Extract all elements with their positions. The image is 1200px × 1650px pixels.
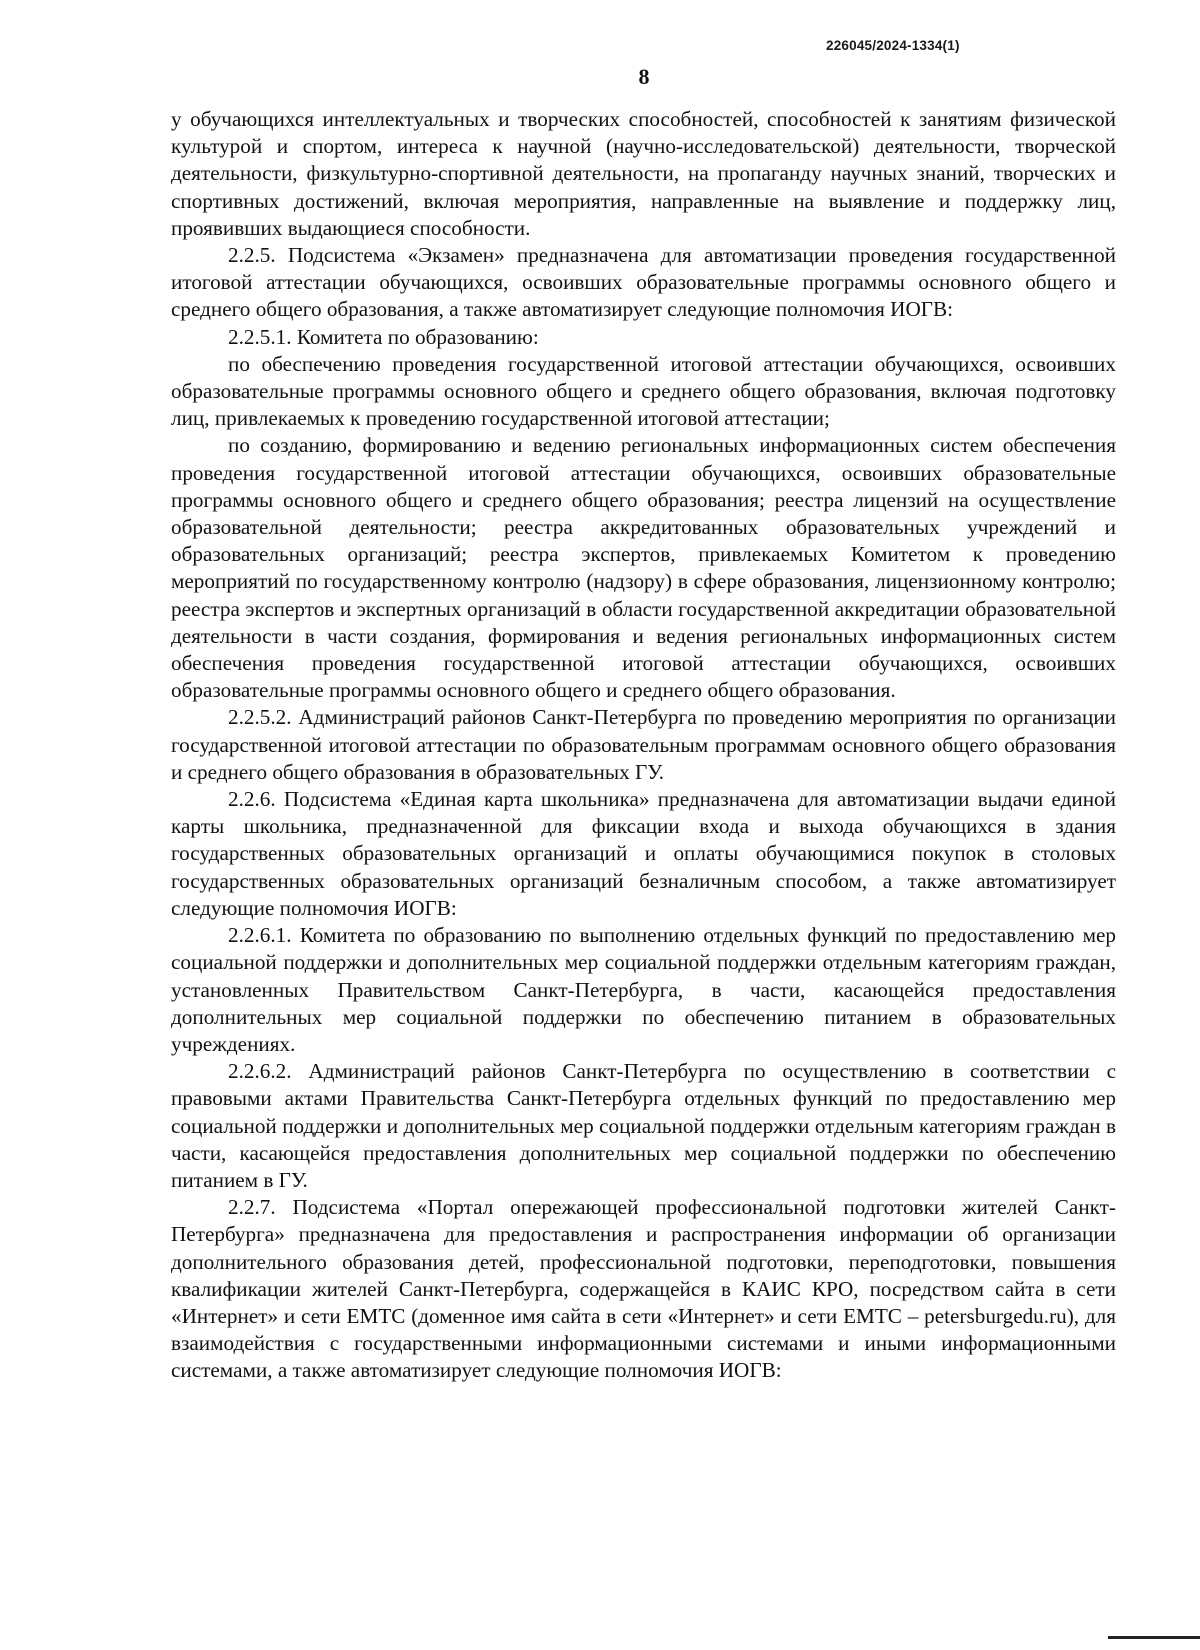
paragraph-info-systems: по созданию, формированию и ведению региональных информационных систем обеспечения проведения государственной итоговой аттестации обучающихся, освоивших образовательные программы основного общего и среднего общего образования; реестра лицензий на осуществление образовательной деятельности; реестра аккредитованных образовательных учреждений и образовательных организаций; реестра экспертов, привлекаемых Комитетом к проведению мероприятий по государственному контролю (надзору) в сфере образования, лицензионному контролю; реестра экспертов и экспертных организаций в области государственной аккредитации образовательной деятельности в части создания, формирования и ведения региональных информационных систем обеспечения проведения государственной итоговой аттестации обучающихся, освоивших образовательные программы основного общего и среднего общего образования. [171,433,1116,703]
paragraph-2-2-6-1: 2.2.6.1. Комитета по образованию по выполнению отдельных функций по предоставлению мер социальной поддержки и дополнительных мер социальной поддержки отдельным категориям граждан, установленных Правительством Санкт-Петербурга, в части, касающейся предоставления дополнительных мер социальной поддержки по обеспечению питанием в образовательных учреждениях. [171,923,1116,1056]
paragraph-2-2-6-2: 2.2.6.2. Администраций районов Санкт-Петербурга по осуществлению в соответствии с правовыми актами Правительства Санкт-Петербурга отдельных функций по предоставлению мер социальной поддержки и дополнительных мер социальной поддержки отдельным категориям граждан в части, касающейся предоставления дополнительных мер социальной поддержки по обеспечению питанием в ГУ. [171,1059,1116,1192]
paragraph-2-2-5: 2.2.5. Подсистема «Экзамен» предназначена для автоматизации проведения государственной итоговой аттестации обучающихся, освоивших образовательные программы основного общего и среднего общего образования, а также автоматизирует следующие полномочия ИОГВ: [171,243,1116,322]
document-body [171,106,1116,1385]
page-number: 8 [638,64,650,89]
paragraph-gia-provision: по обеспечению проведения государственной итоговой аттестации обучающихся, освоивших образовательные программы основного общего и среднего общего образования, включая подготовку лиц, привлекаемых к проведению государственной итоговой аттестации; [171,351,1116,431]
scan-edge-mark [1108,1636,1200,1639]
paragraph-2-2-5-2: 2.2.5.2. Администраций районов Санкт-Петербурга по проведению мероприятия по организации государственной итоговой аттестации по образовательным программам основного общего образования и среднего общего образования в образовательных ГУ. [171,705,1116,784]
paragraph-2-2-6: 2.2.6. Подсистема «Единая карта школьника» предназначена для автоматизации выдачи единой карты школьника, предназначенной для фиксации входа и выхода обучающихся в здания государственных образовательных организаций и оплаты обучающимися покупок в столовых государственных образовательных организаций безналичным способом, а также автоматизирует следующие полномочия ИОГВ: [171,787,1116,920]
paragraph-2-2-5-1: 2.2.5.1. Комитета по образованию: [228,324,539,349]
document-registration-number: 226045/2024-1334(1) [826,38,960,53]
paragraph-2-2-7: 2.2.7. Подсистема «Портал опережающей профессиональной подготовки жителей Санкт-Петербурга» предназначена для предоставления и распространения информации об организации дополнительного образования детей, профессиональной подготовки, переподготовки, повышения квалификации жителей Санкт-Петербурга, содержащейся в КАИС КРО, посредством сайта в сети «Интернет» и сети ЕМТС (доменное имя сайта в сети «Интернет» и сети ЕМТС – petersburgedu.ru), для взаимодействия с государственными информационными системами и иными информационными системами, а также автоматизирует следующие полномочия ИОГВ: [171,1195,1116,1383]
paragraph-continuation: у обучающихся интеллектуальных и творческих способностей, способностей к занятиям физической культурой и спортом, интереса к научной (научно-исследовательской) деятельности, творческой деятельности, физкультурно-спортивной деятельности, на пропаганду научных знаний, творческих и спортивных достижений, включая мероприятия, направленные на выявление и поддержку лиц, проявивших выдающиеся способности. [171,107,1116,240]
